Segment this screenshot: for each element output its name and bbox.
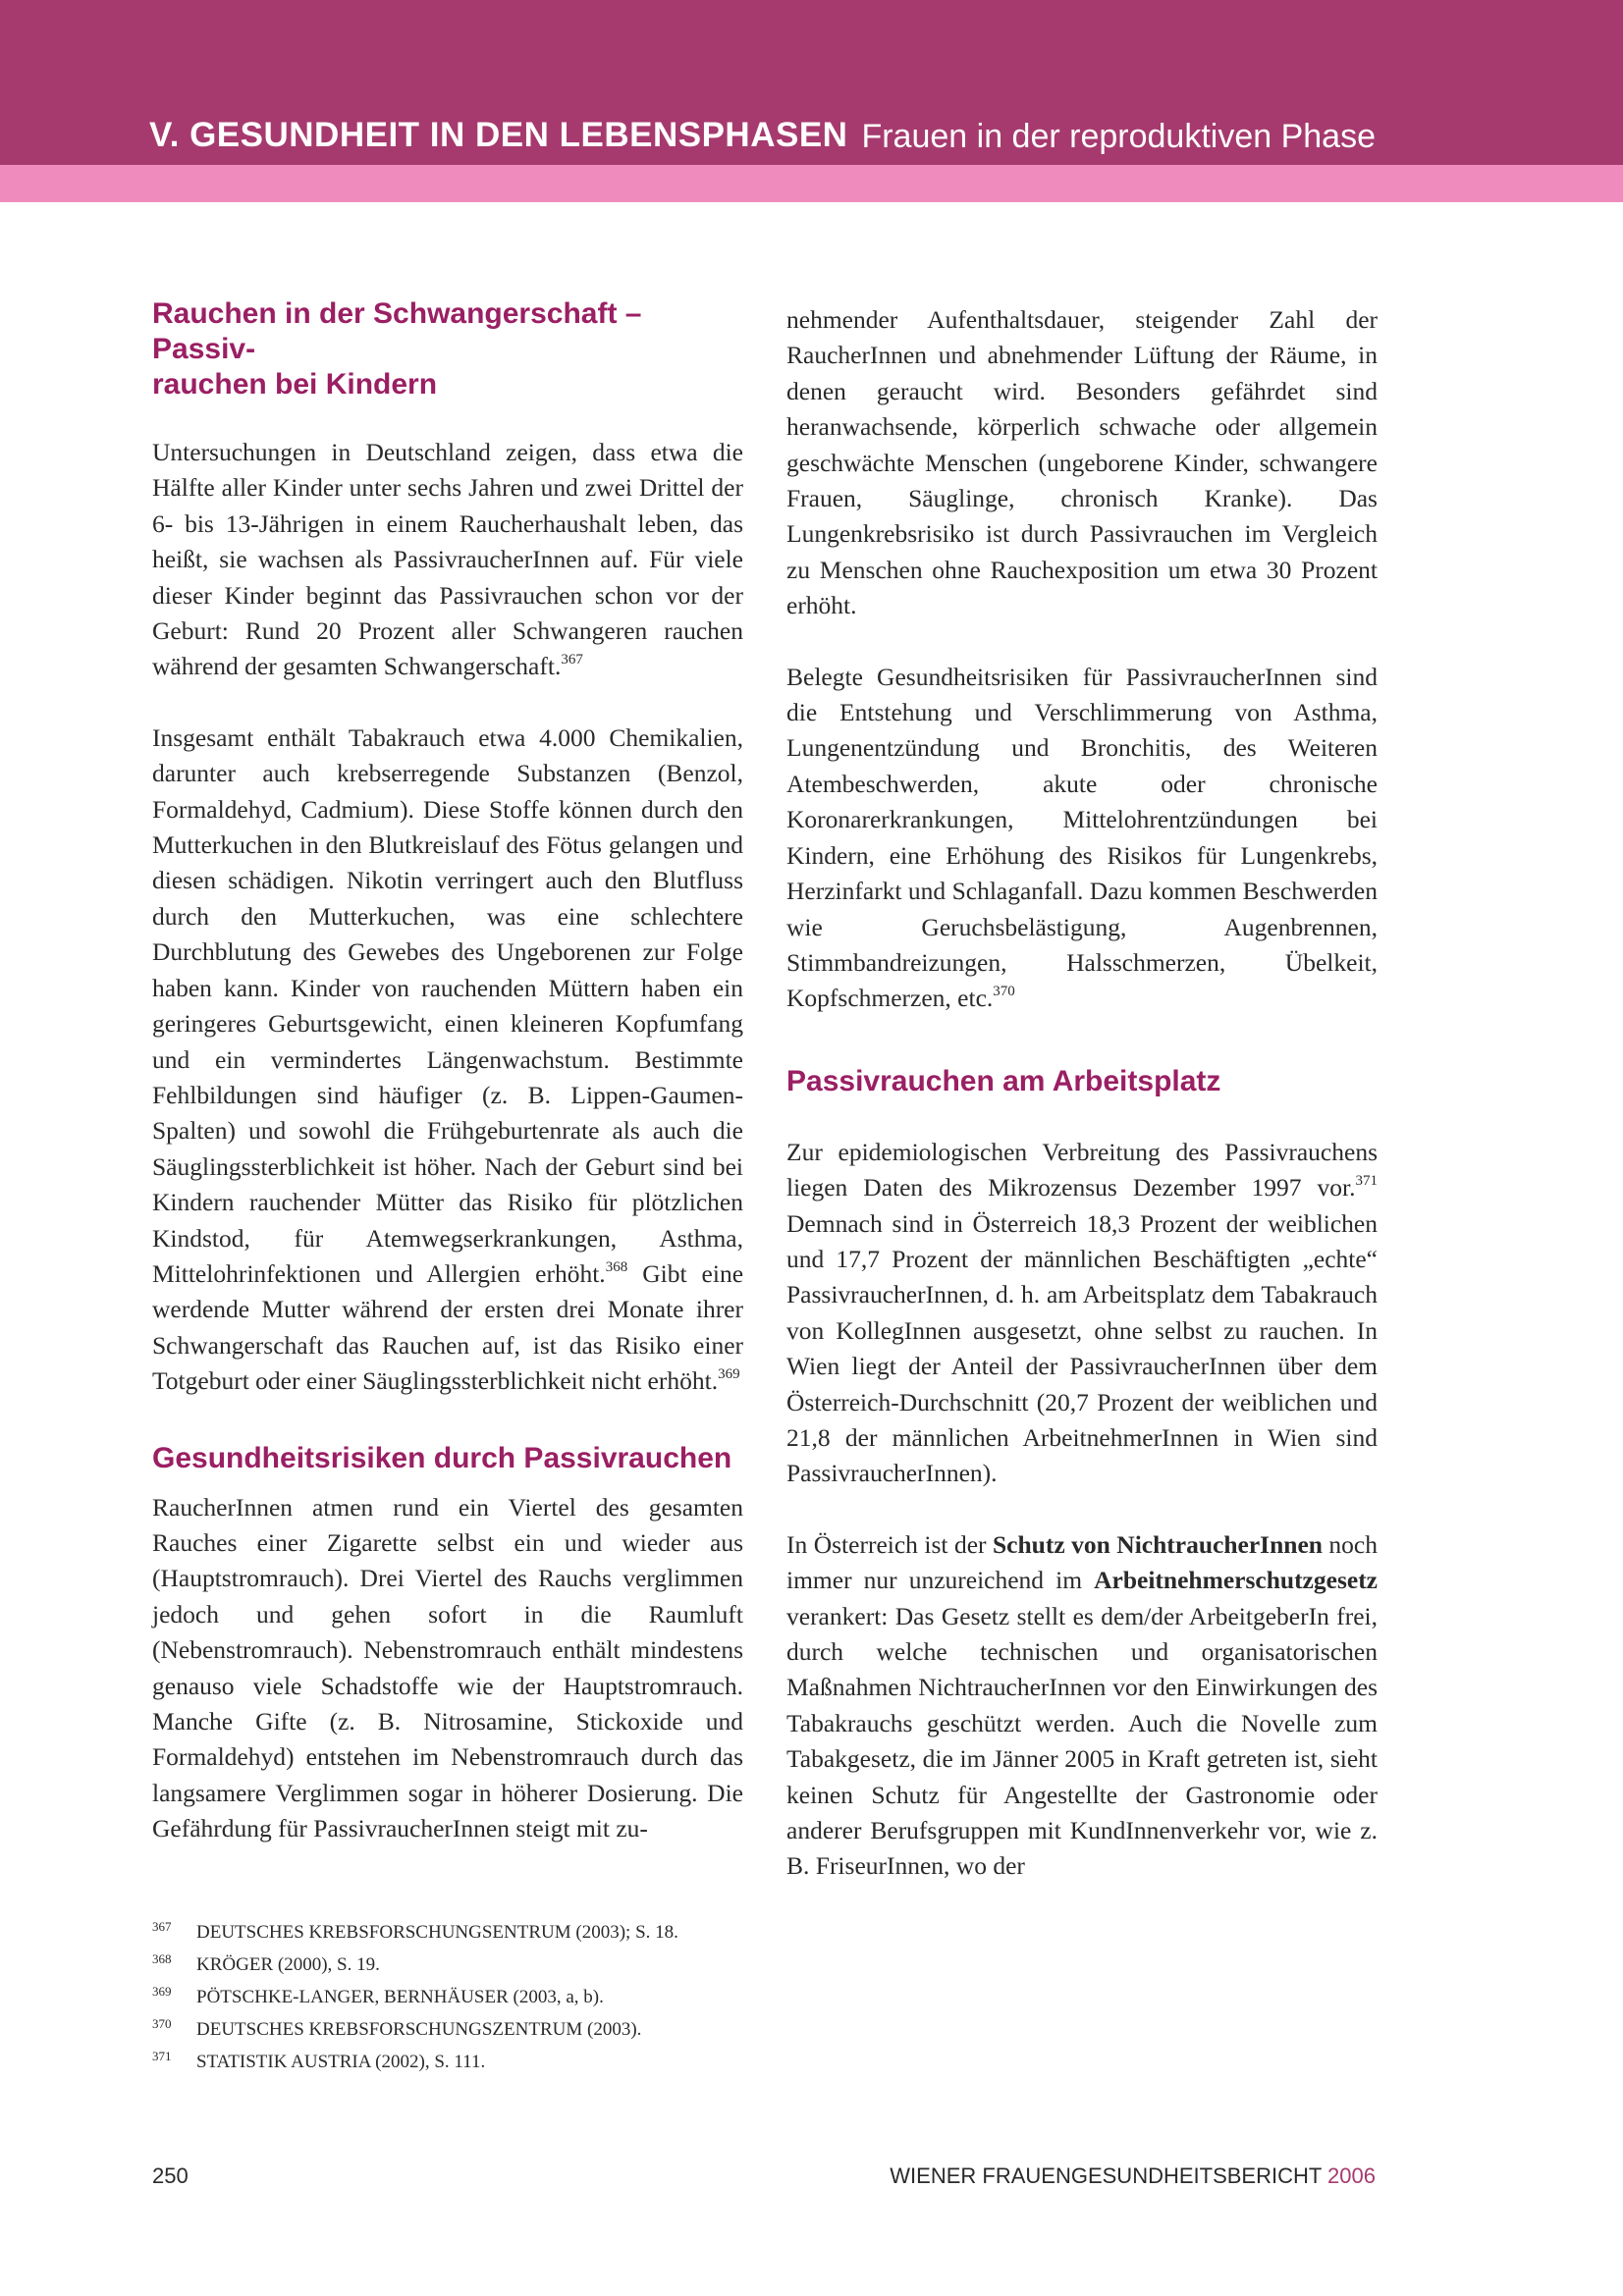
paragraph-text: Gibt eine werdende Mutter während der ersten drei Monate ihrer Schwangerschaft das Rauchen auf, ist das Risiko einer Totgeburt oder einer Säuglingssterblichkeit nicht erhöht.	[152, 1258, 744, 1396]
footnote-text: KRÖGER (2000), S. 19.	[196, 1954, 380, 1975]
report-title	[890, 2163, 1376, 2189]
report-title-text: WIENER FRAUENGESUNDHEITSBERICHT	[890, 2163, 1322, 2188]
header-stripe	[0, 165, 1623, 202]
footnote	[152, 1916, 839, 1949]
footnote-ref: 370	[993, 984, 1015, 1000]
paragraph	[152, 435, 743, 685]
paragraph-text: verankert: Das Gesetz stellt es dem/der ArbeitgeberIn frei, durch welche technischen und organisatorischen Maßnahmen NichtraucherInnen vor den Einwirkungen des Tabakrauchs geschützt werden. Auch die Novelle zum Tabakgesetz, die im Jänner 2005 in Kraft getreten ist, sieht keinen Schutz für Angestellte der Gastronomie oder anderer Berufsgruppen mit KundInnenverkehr vor, wie z. B. FriseurInnen, wo der	[786, 1601, 1378, 1881]
footnotes	[152, 1916, 839, 2078]
chapter-title: V. GESUNDHEIT IN DEN LEBENSPHASEN	[149, 116, 848, 154]
footnote-ref: 367	[561, 652, 583, 668]
bold-term: Schutz von NichtraucherInnen	[992, 1529, 1323, 1559]
footnote	[152, 1949, 839, 1981]
paragraph-text: In Österreich ist der	[786, 1529, 993, 1559]
footnote-number: 367	[152, 1919, 172, 1934]
footnote-text: DEUTSCHES KREBSFORSCHUNGSENTRUM (2003); S. 18.	[196, 1922, 678, 1943]
footnote	[152, 2013, 839, 2046]
footnote-number: 370	[152, 2016, 172, 2031]
paragraph-text: noch immer nur unzureichend im	[786, 1529, 1378, 1595]
right-column	[786, 302, 1378, 1885]
footnote-number: 368	[152, 1951, 172, 1966]
paragraph-text: nehmender Aufenthaltsdauer, steigender Zahl der RaucherInnen und abnehmender Lüftung der Räume, in denen geraucht wird. Besonders gefährdet sind heranwachsende, körperlich schwache oder allgemein geschwächte Menschen (ungeborene Kinder, schwangere Frauen, Säuglinge, chronisch Kranke). Das Lungenkrebsrisiko ist durch Passivrauchen im Vergleich zu Menschen ohne Rauchexposition um etwa 30 Prozent erhöht.	[786, 305, 1378, 620]
paragraph	[786, 1135, 1378, 1492]
paragraph-text: Belegte Gesundheitsrisiken für PassivraucherInnen sind die Entstehung und Verschlimmerung von Asthma, Lungenentzündung und Bronchitis, des Weiteren Atembeschwerden, akute oder chronische Koronarerkrankungen, Mittelohrentzündungen bei Kindern, eine Erhöhung des Risikos für Lungenkrebs, Herzinfarkt und Schlaganfall. Dazu kommen Beschwerden wie Geruchsbelästigung, Augenbrennen, Stimmbandreizungen, Halsschmerzen, Übelkeit, Kopfschmerzen, etc.	[786, 662, 1378, 1013]
heading-smoking-pregnancy	[152, 296, 743, 402]
paragraph-text: Demnach sind in Österreich 18,3 Prozent der weiblichen und 17,7 Prozent der männlichen Beschäftigten „echte“ PassivraucherInnen, d. h. am Arbeitsplatz dem Tabakrauch von KollegInnen ausgesetzt, ohne selbst zu rauchen. In Wien liegt der Anteil der PassivraucherInnen über dem Österreich-Durchschnitt (20,7 Prozent der weiblichen und 21,8 der männlichen ArbeitnehmerInnen in Wien sind PassivraucherInnen).	[786, 1208, 1378, 1488]
heading-workplace: Passivrauchen am Arbeitsplatz	[786, 1064, 1221, 1097]
paragraph	[152, 721, 743, 1400]
footnote	[152, 1981, 839, 2013]
bold-term: Arbeitnehmerschutzgesetz	[1094, 1566, 1378, 1595]
footnote-number: 371	[152, 2049, 172, 2063]
section-subtitle: Frauen in der reproduktiven Phase	[861, 118, 1376, 155]
paragraph	[786, 302, 1378, 624]
page-number: 250	[152, 2163, 189, 2188]
paragraph	[786, 660, 1378, 1017]
footnote-text: STATISTIK AUSTRIA (2002), S. 111.	[196, 2052, 486, 2072]
left-column	[152, 296, 743, 1847]
paragraph-text: Untersuchungen in Deutschland zeigen, dass etwa die Hälfte aller Kinder unter sechs Jahren und zwei Drittel der 6- bis 13-Jährigen in einem Raucherhaushalt leben, das heißt, sie wachsen als PassivraucherInnen auf. Für viele dieser Kinder beginnt das Passivrauchen schon vor der Geburt: Rund 20 Prozent aller Schwangeren rauchen während der gesamten Schwangerschaft.	[152, 438, 743, 681]
paragraph-text: Zur epidemiologischen Verbreitung des Passivrauchens liegen Daten des Mikrozensus Dezember 1997 vor.	[786, 1137, 1378, 1202]
footnote-ref: 371	[1355, 1173, 1378, 1190]
paragraph	[786, 1527, 1378, 1885]
heading-line-2: rauchen bei Kindern	[152, 368, 438, 400]
paragraph-text: Insgesamt enthält Tabakrauch etwa 4.000 Chemikalien, darunter auch krebserregende Substanzen (Benzol, Formaldehyd, Cadmium). Diese Stoffe können durch den Mutterkuchen in den Blutkreislauf des Fötus gelangen und diesen schädigen. Nikotin verringert auch den Blutfluss durch den Mutterkuchen, was eine schlechtere Durchblutung des Gewebes des Ungeborenen zur Folge haben kann. Kinder von rauchenden Müttern haben ein geringeres Geburtsgewicht, einen kleineren Kopfumfang und ein vermindertes Längenwachstum. Bestimmte Fehlbildungen sind häufiger (z. B. Lippen-Gaumen-Spalten) und sowohl die Frühgeburtenrate als auch die Säuglingssterblichkeit ist höher. Nach der Geburt sind bei Kindern rauchender Mütter das Risiko für plötzlichen Kindstod, für Atemwegserkrankungen, Asthma, Mittelohrinfektionen und Allergien erhöht.	[152, 722, 743, 1288]
paragraph-text: RaucherInnen atmen rund ein Viertel des gesamten Rauches einer Zigarette selbst ein und wieder aus (Hauptstromrauch). Drei Viertel des Rauchs verglimmen jedoch und gehen sofort in die Raumluft (Nebenstromrauch). Nebenstromrauch enthält mindestens genauso viele Schadstoffe wie der Hauptstromrauch. Manche Gifte (z. B. Nitrosamine, Stickoxide und Formaldehyd) entstehen im Nebenstromrauch durch das langsamere Verglimmen sogar in höherer Dosierung. Die Gefährdung für PassivraucherInnen steigt mit zu-	[152, 1492, 743, 1843]
paragraph	[152, 1490, 743, 1847]
report-year: 2006	[1327, 2163, 1376, 2188]
footnote-text: PÖTSCHKE-LANGER, BERNHÄUSER (2003, a, b).	[196, 1987, 604, 2007]
heading-line-1: Rauchen in der Schwangerschaft – Passiv-	[152, 297, 642, 365]
footnote-ref: 368	[605, 1258, 628, 1275]
footnote-text: DEUTSCHES KREBSFORSCHUNGSZENTRUM (2003).	[196, 2019, 642, 2040]
footnote	[152, 2046, 839, 2078]
footnote-ref: 369	[718, 1366, 740, 1383]
heading-health-risks: Gesundheitsrisiken durch Passivrauchen	[152, 1441, 732, 1474]
footnote-number: 369	[152, 1984, 172, 1999]
